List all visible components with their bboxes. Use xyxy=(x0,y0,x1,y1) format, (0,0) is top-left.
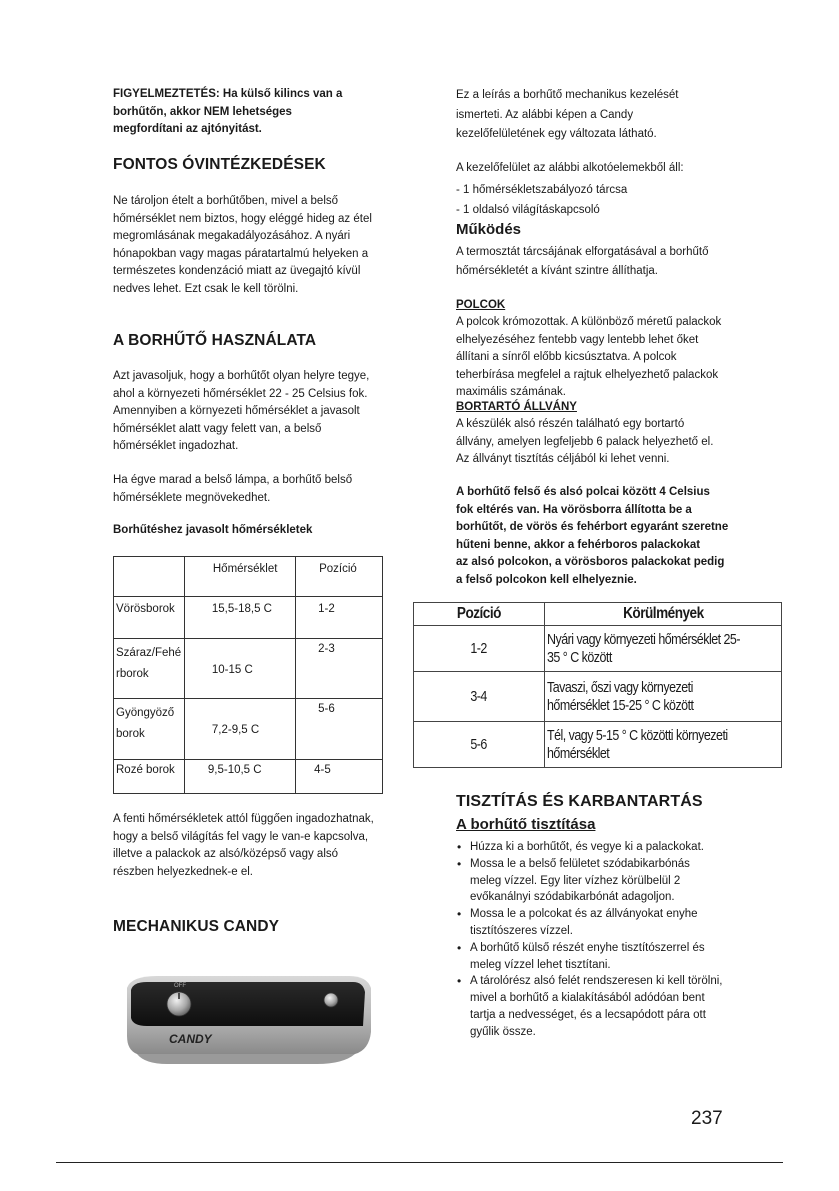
table-cell: 15,5-18,5 C xyxy=(184,597,295,639)
table-cell: Száraz/Fehé rborok xyxy=(114,639,185,699)
table-cell: 4-5 xyxy=(296,760,383,794)
note-line: hűteni benne, akkor a fehérboros palackokat xyxy=(456,538,701,551)
list-item: • Mossa le a polcokat és az állványokat enyhe tisztítószeres vízzel. xyxy=(456,906,724,940)
candy-control-panel-image xyxy=(117,970,379,1066)
table-row xyxy=(114,597,383,639)
table-row xyxy=(414,672,782,722)
table-cell: 2-3 xyxy=(296,639,383,699)
page-number: 237 xyxy=(691,1108,723,1129)
mechanical-candy-heading: MECHANIKUS CANDY xyxy=(113,918,280,935)
warning-text: FIGYELMEZTETÉS: Ha külső kilincs van a borhűtőn, akkor NEM lehetséges megfordítani az ajtónyitást. xyxy=(113,88,343,136)
usage-paragraph-1: Azt javasoljuk, hogy a borhűtőt olyan helyre tegye, ahol a környezeti hőmérséklet 22 - 25 Celsius fok. Amennyiben a környezeti hőmérséklet a javasolt hőmérséklet alatt vagy felett van, a belső hőmérséklet ingadozhat. xyxy=(113,370,370,453)
note-line: fok eltérés van. Ha vörösborra állította be a xyxy=(456,503,692,516)
shelves-text: A polcok krómozottak. A különböző méretű palackok elhelyezéséhez fentebb vagy lentebb lehet őket állítani a sínről előbb kicsúsztatva. A polcok teherbírása megfelel a rajtuk elhelyezhető palackok maximális számának. xyxy=(456,316,722,399)
table-cell: 5-6 xyxy=(414,722,545,768)
table-cell: Tavaszi, őszi vagy környezeti hőmérséklet 15-25 ° C között xyxy=(545,672,782,722)
precautions-heading: FONTOS ÓVINTÉZKEDÉSEK xyxy=(113,156,326,173)
list-item: • Mossa le a belső felületet szódabikarbónás meleg vízzel. Egy liter vízhez körülbelül 2 evőkanálnyi szódabikarbónát adagoljon. xyxy=(456,856,724,906)
list-item: • A tárolórész alsó felét rendszeresen ki kell törölni, mivel a borhűtő a kialakításából adódóan bent tartja a nedvességet, és a lecsapódott pára ott gyűlik össze. xyxy=(456,973,724,1040)
usage-paragraph-2: Ha égve marad a belső lámpa, a borhűtő belső hőmérséklete megnövekedhet. xyxy=(113,474,353,504)
usage-heading: A BORHŰTŐ HASZNÁLATA xyxy=(113,332,317,349)
table-row xyxy=(114,639,383,699)
table-cell: 3-4 xyxy=(414,672,545,722)
conditions-table xyxy=(413,602,782,768)
cleaning-heading: TISZTÍTÁS ÉS KARBANTARTÁS xyxy=(456,793,703,810)
table-header-cell: Pozíció xyxy=(296,557,383,597)
table-row xyxy=(114,760,383,794)
table-cell: Gyöngyöző borok xyxy=(114,699,185,760)
table-cell: 10-15 C xyxy=(184,639,295,699)
table-header-cell: Hőmérséklet xyxy=(184,557,295,597)
table-header-cell: Pozíció xyxy=(414,603,545,626)
list-item: • Húzza ki a borhűtőt, és vegye ki a palackokat. xyxy=(456,839,724,856)
table-cell: Nyári vagy környezeti hőmérséklet 25- 35 ° C között xyxy=(545,626,782,672)
list-item: • A borhűtő külső részét enyhe tisztítószerrel és meleg vízzel lehet tisztítani. xyxy=(456,940,724,974)
operation-heading: Működés xyxy=(456,221,522,238)
table-header-row xyxy=(414,603,782,626)
dial-off-mark: OFF xyxy=(174,983,186,989)
component-item: - 1 hőmérsékletszabályozó tárcsa xyxy=(456,184,628,196)
wine-temperature-table xyxy=(113,556,383,794)
footer-rule xyxy=(56,1162,783,1163)
rack-heading: BORTARTÓ ÁLLVÁNY xyxy=(456,401,577,413)
candy-logo: CANDY xyxy=(169,1032,212,1046)
table-cell: Rozé borok xyxy=(114,760,185,794)
table-header-cell: Körülmények xyxy=(545,603,782,626)
precautions-text: Ne tároljon ételt a borhűtőben, mivel a belső hőmérséklet nem biztos, hogy eléggé hideg az étel megromlásának megakadályozásához. A nyári hónapokban vagy magas páratartalmú helyeken a természetes kondenzáció miatt az üvegajtó kívül nedves lehet. Ezt csak le kell törölni. xyxy=(113,195,372,295)
table-cell: 1-2 xyxy=(414,626,545,672)
cleaning-subheading: A borhűtő tisztítása xyxy=(456,816,596,833)
component-item: - 1 oldalsó világításkapcsoló xyxy=(456,204,600,216)
note-line: borhűtőt, de vörös és fehérbort egyaránt szeretne xyxy=(456,521,729,534)
table-header-cell xyxy=(114,557,185,597)
table-cell: 5-6 xyxy=(296,699,383,760)
table-row xyxy=(414,722,782,768)
table-row xyxy=(414,626,782,672)
table-cell: 7,2-9,5 C xyxy=(184,699,295,760)
table-cell: 9,5-10,5 C xyxy=(184,760,295,794)
table-row xyxy=(114,699,383,760)
wine-table-title: Borhűtéshez javasolt hőmérsékletek xyxy=(113,524,313,536)
operation-text: A termosztát tárcsájának elforgatásával a borhűtő hőmérsékletét a kívánt szintre állíthatja. xyxy=(456,246,709,277)
table-header-row xyxy=(114,557,383,597)
components-intro: A kezelőfelület az alábbi alkotóelemekből áll: xyxy=(456,162,684,174)
note-line: A borhűtő felső és alsó polcai között 4 Celsius xyxy=(456,486,710,498)
rack-text: A készülék alsó részén található egy bortartó állvány, amelyen legfeljebb 6 palack helyezhető el. Az állványt tisztítás céljából ki lehet venni. xyxy=(456,418,714,466)
after-table-text: A fenti hőmérsékletek attól függően ingadozhatnak, hogy a belső világítás fel vagy le van-e kapcsolva, illetve a palackok az alsó/középső vagy alsó részben helyezkednek-e el. xyxy=(113,813,374,878)
note-line: a felső polcokon kell elhelyeznie. xyxy=(456,573,637,586)
table-cell: Tél, vagy 5-15 ° C közötti környezeti hőmérséklet xyxy=(545,722,782,768)
table-cell: Vörösborok xyxy=(114,597,185,639)
temperature-note xyxy=(456,484,728,590)
light-switch-icon xyxy=(324,993,338,1007)
shelves-heading: POLCOK xyxy=(456,299,506,311)
note-line: az alsó polcokon, a vörösboros palackokat pedig xyxy=(456,556,725,569)
intro-text: Ez a leírás a borhűtő mechanikus kezelését ismerteti. Az alábbi képen a Candy kezelőfelületének egy változata látható. xyxy=(456,89,679,140)
table-cell: 1-2 xyxy=(296,597,383,639)
cleaning-list xyxy=(456,839,724,1041)
